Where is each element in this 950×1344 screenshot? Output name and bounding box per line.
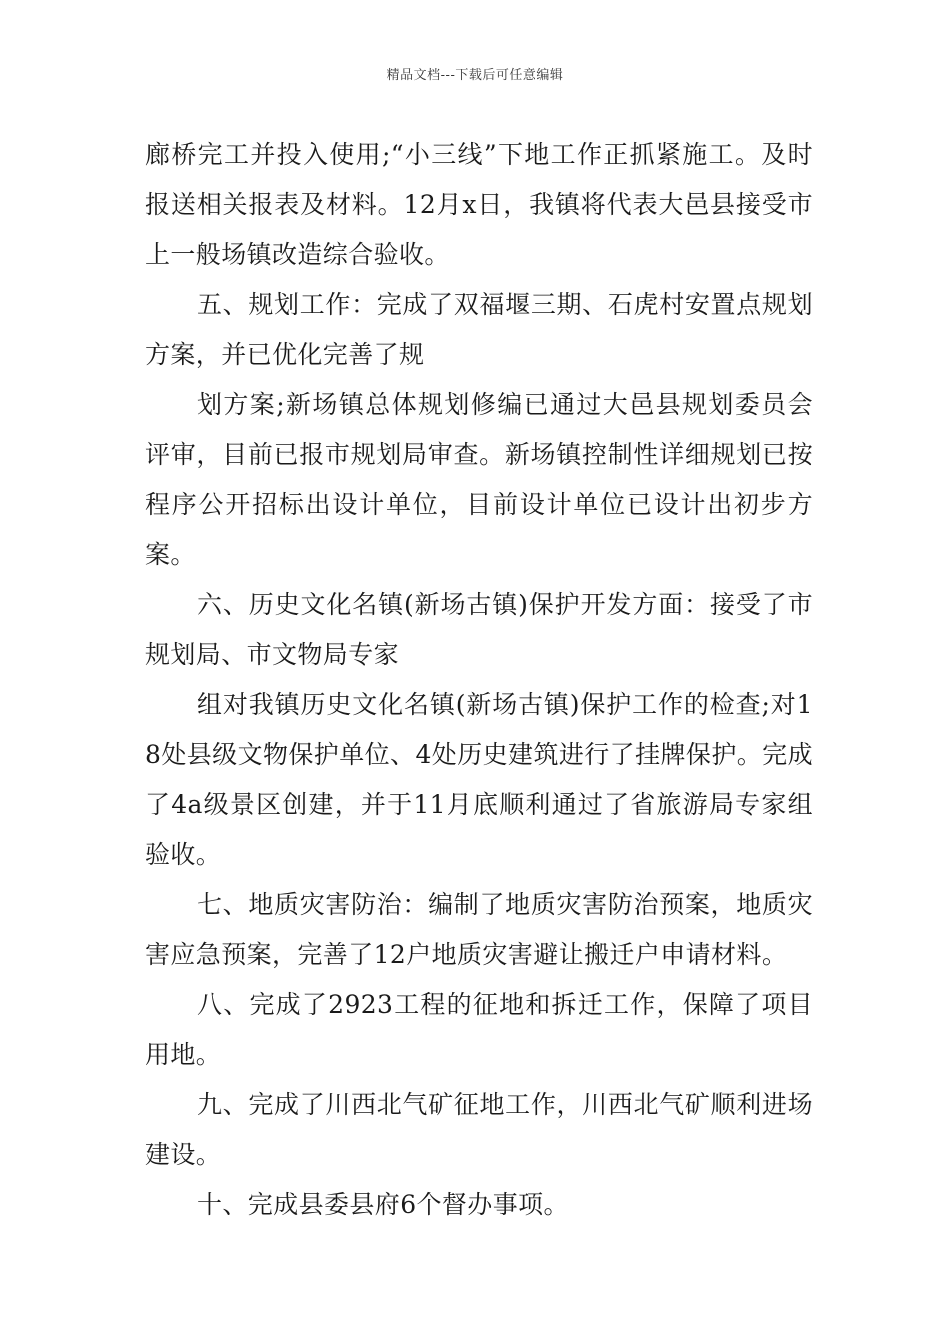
paragraph-gas-mine: 九、完成了川西北气矿征地工作，川西北气矿顺利进场建设。 bbox=[145, 1090, 813, 1169]
paragraph-historic-town: 六、历史文化名镇(新场古镇)保护开发方面：接受了市规划局、市文物局专家 bbox=[145, 590, 813, 669]
page-header: 精品文档---下载后可任意编辑 bbox=[386, 68, 564, 83]
paragraph-historic-details: 组对我镇历史文化名镇(新场古镇)保护工作的检查;对18处县级文物保护单位、4处历史建筑进行了挂牌保护。完成了4a级景区创建，并于11月底顺利通过了省旅游局专家组验收。 bbox=[145, 690, 813, 869]
paragraph-planning-work: 五、规划工作：完成了双福堰三期、石虎村安置点规划方案，并已优化完善了规 bbox=[145, 290, 813, 369]
paragraph-continuation-bridge: 廊桥完工并投入使用;“小三线”下地工作正抓紧施工。及时报送相关报表及材料。12月x日，我镇将代表大邑县接受市上一般场镇改造综合验收。 bbox=[145, 140, 813, 269]
paragraph-planning-details: 划方案;新场镇总体规划修编已通过大邑县规划委员会评审，目前已报市规划局审查。新场镇控制性详细规划已按程序公开招标出设计单位，目前设计单位已设计出初步方案。 bbox=[145, 390, 813, 569]
paragraph-supervision-items: 十、完成县委县府6个督办事项。 bbox=[197, 1190, 569, 1219]
paragraph-geological-hazard: 七、地质灾害防治：编制了地质灾害防治预案，地质灾害应急预案，完善了12户地质灾害避让搬迁户申请材料。 bbox=[145, 890, 813, 969]
paragraph-project-2923: 八、完成了2923工程的征地和拆迁工作，保障了项目用地。 bbox=[145, 990, 813, 1069]
document-body bbox=[145, 130, 813, 1230]
